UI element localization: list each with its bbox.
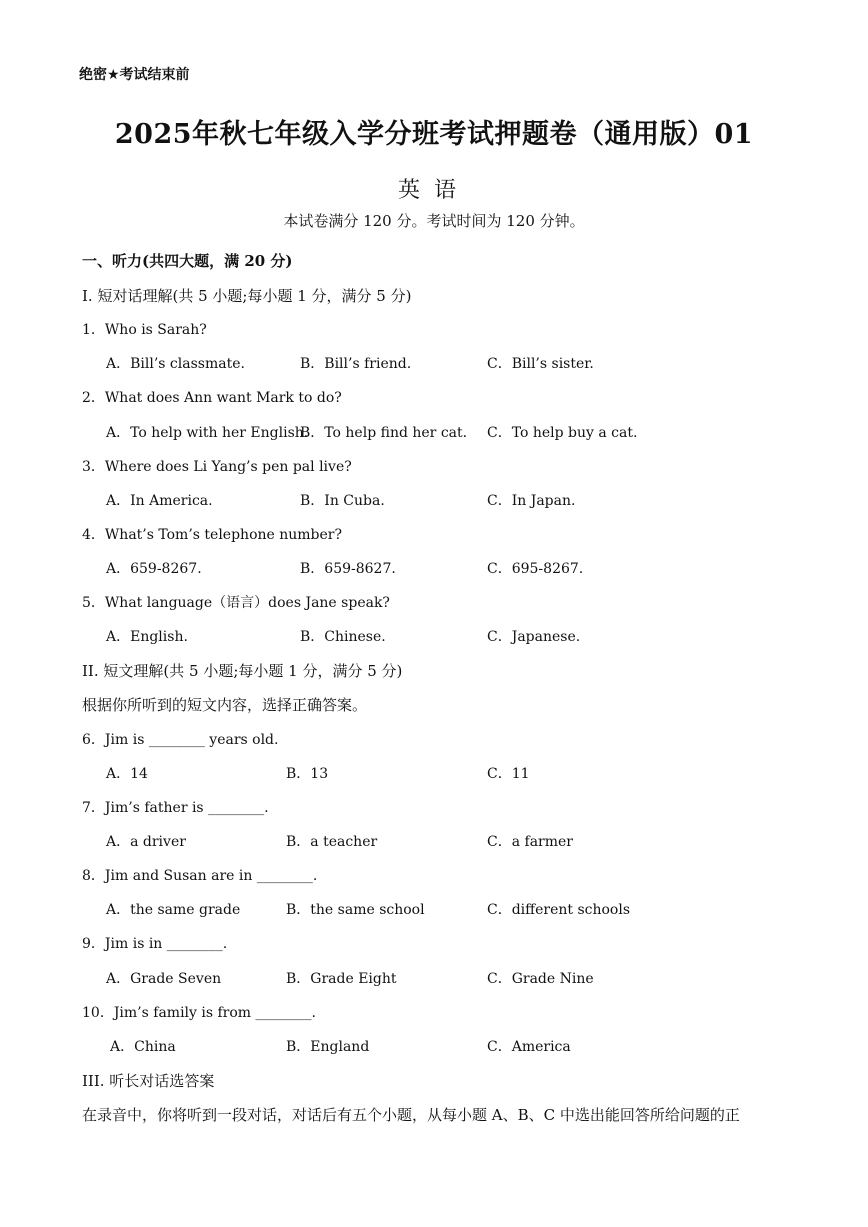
option-2a: A．To help with her English. bbox=[106, 425, 309, 441]
option-4c: C．695-8267. bbox=[487, 561, 584, 577]
section-heading-short-dialogue: I. 短对话理解(共 5 小题;每小题 1 分，满分 5 分) bbox=[82, 287, 412, 305]
option-1b: B．Bill’s friend. bbox=[300, 356, 412, 372]
question-2: 2．What does Ann want Mark to do? bbox=[82, 390, 342, 406]
section-instruction-passage: 根据你所听到的短文内容，选择正确答案。 bbox=[82, 696, 368, 714]
question-8: 8．Jim and Susan are in ________. bbox=[82, 868, 318, 884]
section-heading-long-dialogue: III. 听长对话选答案 bbox=[82, 1072, 215, 1090]
option-8c: C．different schools bbox=[487, 902, 631, 918]
option-4a: A．659-8267. bbox=[106, 561, 202, 577]
option-2b: B．To help find her cat. bbox=[300, 425, 468, 441]
option-3c: C．In Japan. bbox=[487, 493, 576, 509]
exam-title: 2025年秋七年级入学分班考试押题卷（通用版）01 bbox=[114, 119, 754, 150]
option-6c: C．11 bbox=[487, 766, 530, 782]
option-3a: A．In America. bbox=[106, 493, 213, 509]
option-7c: C．a farmer bbox=[487, 834, 573, 850]
option-3b: B．In Cuba. bbox=[300, 493, 385, 509]
question-3: 3．Where does Li Yang’s pen pal live? bbox=[82, 459, 352, 475]
section-instruction-long-dialogue: 在录音中，你将听到一段对话，对话后有五个小题，从每小题 A、B、C 中选出能回答所给问题的正 bbox=[82, 1106, 740, 1124]
part-heading-listening: 一、听力(共四大题，满 20 分) bbox=[82, 252, 293, 270]
confidential-label: 绝密★考试结束前 bbox=[79, 67, 190, 83]
question-1: 1．Who is Sarah? bbox=[82, 322, 207, 338]
option-6a: A．14 bbox=[106, 766, 148, 782]
option-10a: A．China bbox=[110, 1039, 176, 1055]
option-5c: C．Japanese. bbox=[487, 629, 581, 645]
question-6: 6．Jim is ________ years old. bbox=[82, 732, 279, 748]
option-2c: C．To help buy a cat. bbox=[487, 425, 638, 441]
option-10c: C．America bbox=[487, 1039, 571, 1055]
question-9: 9．Jim is in ________. bbox=[82, 936, 228, 952]
question-4: 4．What’s Tom’s telephone number? bbox=[82, 527, 342, 543]
option-8a: A．the same grade bbox=[106, 902, 241, 918]
option-1a: A．Bill’s classmate. bbox=[106, 356, 245, 372]
option-8b: B．the same school bbox=[286, 902, 425, 918]
question-10: 10．Jim’s family is from ________. bbox=[82, 1005, 316, 1021]
question-5: 5．What language（语言）does Jane speak? bbox=[82, 595, 390, 611]
option-4b: B．659-8627. bbox=[300, 561, 396, 577]
option-10b: B．England bbox=[286, 1039, 370, 1055]
exam-info: 本试卷满分 120 分。考试时间为 120 分钟。 bbox=[283, 212, 585, 230]
question-7: 7．Jim’s father is ________. bbox=[82, 800, 269, 816]
option-5a: A．English. bbox=[106, 629, 188, 645]
option-9b: B．Grade Eight bbox=[286, 971, 397, 987]
section-heading-passage: II. 短文理解(共 5 小题;每小题 1 分，满分 5 分) bbox=[82, 662, 403, 680]
option-7b: B．a teacher bbox=[286, 834, 378, 850]
option-9c: C．Grade Nine bbox=[487, 971, 594, 987]
subject-heading: 英语 bbox=[397, 178, 470, 203]
option-5b: B．Chinese. bbox=[300, 629, 386, 645]
option-1c: C．Bill’s sister. bbox=[487, 356, 594, 372]
option-9a: A．Grade Seven bbox=[106, 971, 222, 987]
option-6b: B．13 bbox=[286, 766, 329, 782]
option-7a: A．a driver bbox=[106, 834, 186, 850]
